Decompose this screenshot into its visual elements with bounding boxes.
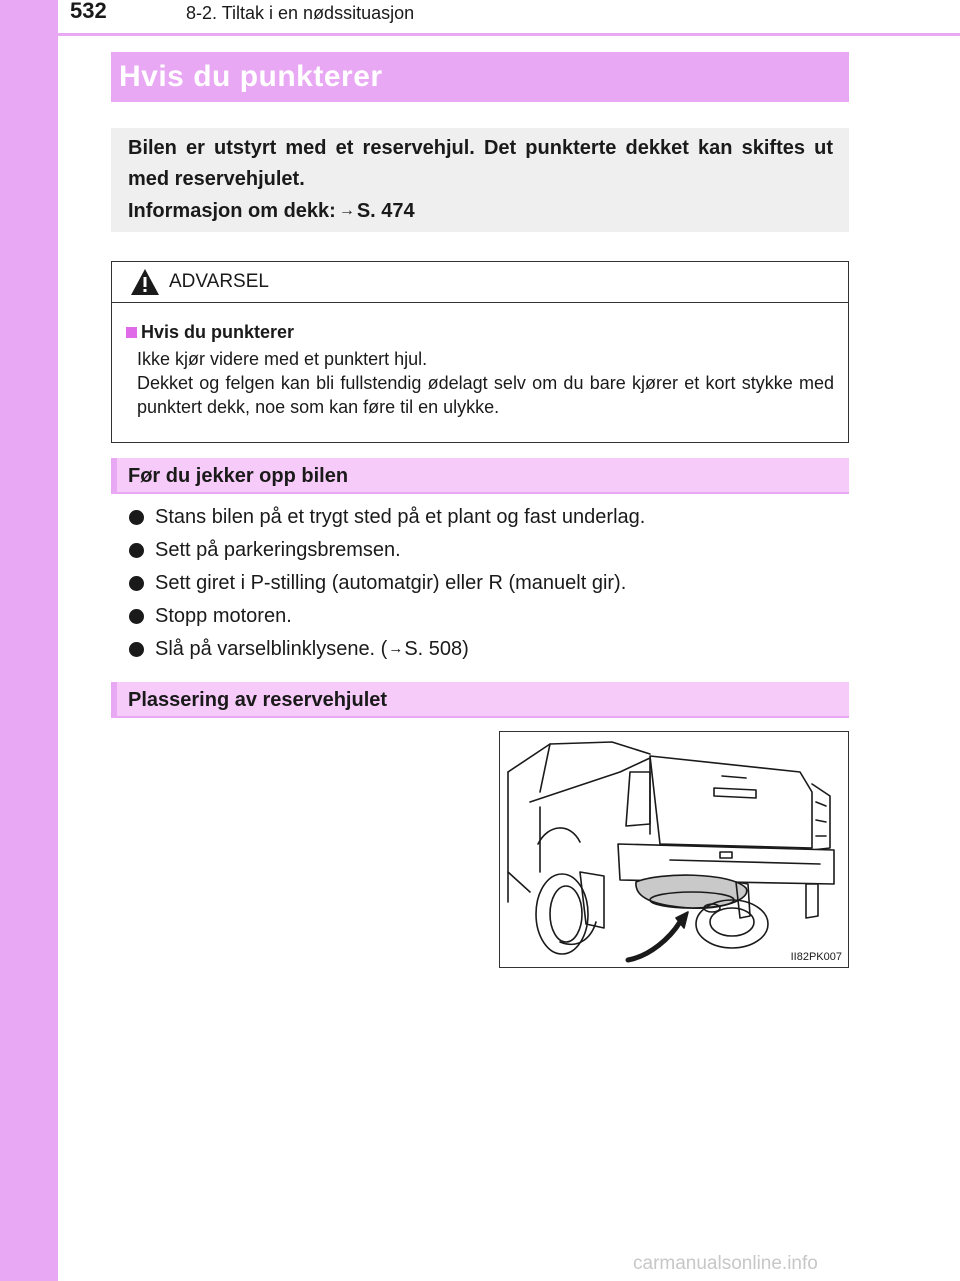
arrow-right-icon: → <box>388 640 404 657</box>
square-bullet-icon <box>126 327 137 338</box>
page-title: Hvis du punkterer <box>111 52 849 102</box>
warning-line-1: Ikke kjør videre med et punktert hjul. <box>137 349 428 369</box>
intro-text: Bilen er utstyrt med et reservehjul. Det punkterte dekket kan skiftes ut med reservehjulet. <box>128 137 833 190</box>
list-item <box>129 634 849 667</box>
warning-body <box>112 303 848 419</box>
warning-label: ADVARSEL <box>169 271 269 292</box>
bullet-list <box>129 502 849 667</box>
watermark: carmanualsonline.info <box>633 1253 818 1274</box>
page-number: 532 <box>70 0 107 23</box>
arrow-right-icon: → <box>338 202 355 219</box>
pickup-truck-rear-drawing <box>500 732 850 969</box>
bullet-dot-icon <box>129 609 144 624</box>
list-item-text: Stans bilen på et trygt sted på et plant og fast underlag. <box>155 506 646 528</box>
warning-subtitle-text: Hvis du punkterer <box>141 322 295 342</box>
warning-header <box>112 262 848 303</box>
spare-wheel-illustration <box>499 731 849 968</box>
list-item <box>129 535 849 568</box>
list-item-text: Stopp motoren. <box>155 605 292 627</box>
list-item <box>129 601 849 634</box>
intro-box <box>111 128 849 232</box>
bullet-dot-icon <box>129 642 144 657</box>
warning-subtitle <box>126 320 834 344</box>
warning-triangle-icon <box>130 268 160 296</box>
section-header: 8-2. Tiltak i en nødssituasjon <box>186 3 415 23</box>
list-item <box>129 568 849 601</box>
list-item-text: Sett på parkeringsbremsen. <box>155 539 401 561</box>
intro-ref-page[interactable]: S. 474 <box>356 200 415 222</box>
bullet-dot-icon <box>129 576 144 591</box>
warning-box <box>111 261 849 443</box>
intro-reference <box>128 195 833 227</box>
list-item-text: Sett giret i P-stilling (automatgir) eller R (manuelt gir). <box>155 572 627 594</box>
bullet-dot-icon <box>129 543 144 558</box>
side-color-strip <box>0 0 58 1281</box>
warning-line-2: Dekket og felgen kan bli fullstendig ødelagt selv om du bare kjører et kort stykke med punktert dekk, noe som kan føre til en ulykke. <box>137 373 834 417</box>
bullet-dot-icon <box>129 510 144 525</box>
list-item <box>129 502 849 535</box>
header-rule <box>58 33 960 36</box>
subheading-before-jacking: Før du jekker opp bilen <box>111 458 849 494</box>
intro-ref-label: Informasjon om dekk: <box>128 200 336 222</box>
figure-code: II82PK007 <box>790 951 842 963</box>
page-reference-link[interactable]: S. 508) <box>404 638 469 660</box>
subheading-spare-location: Plassering av reservehjulet <box>111 682 849 718</box>
list-item-text: Slå på varselblinklysene. ( <box>155 638 388 660</box>
